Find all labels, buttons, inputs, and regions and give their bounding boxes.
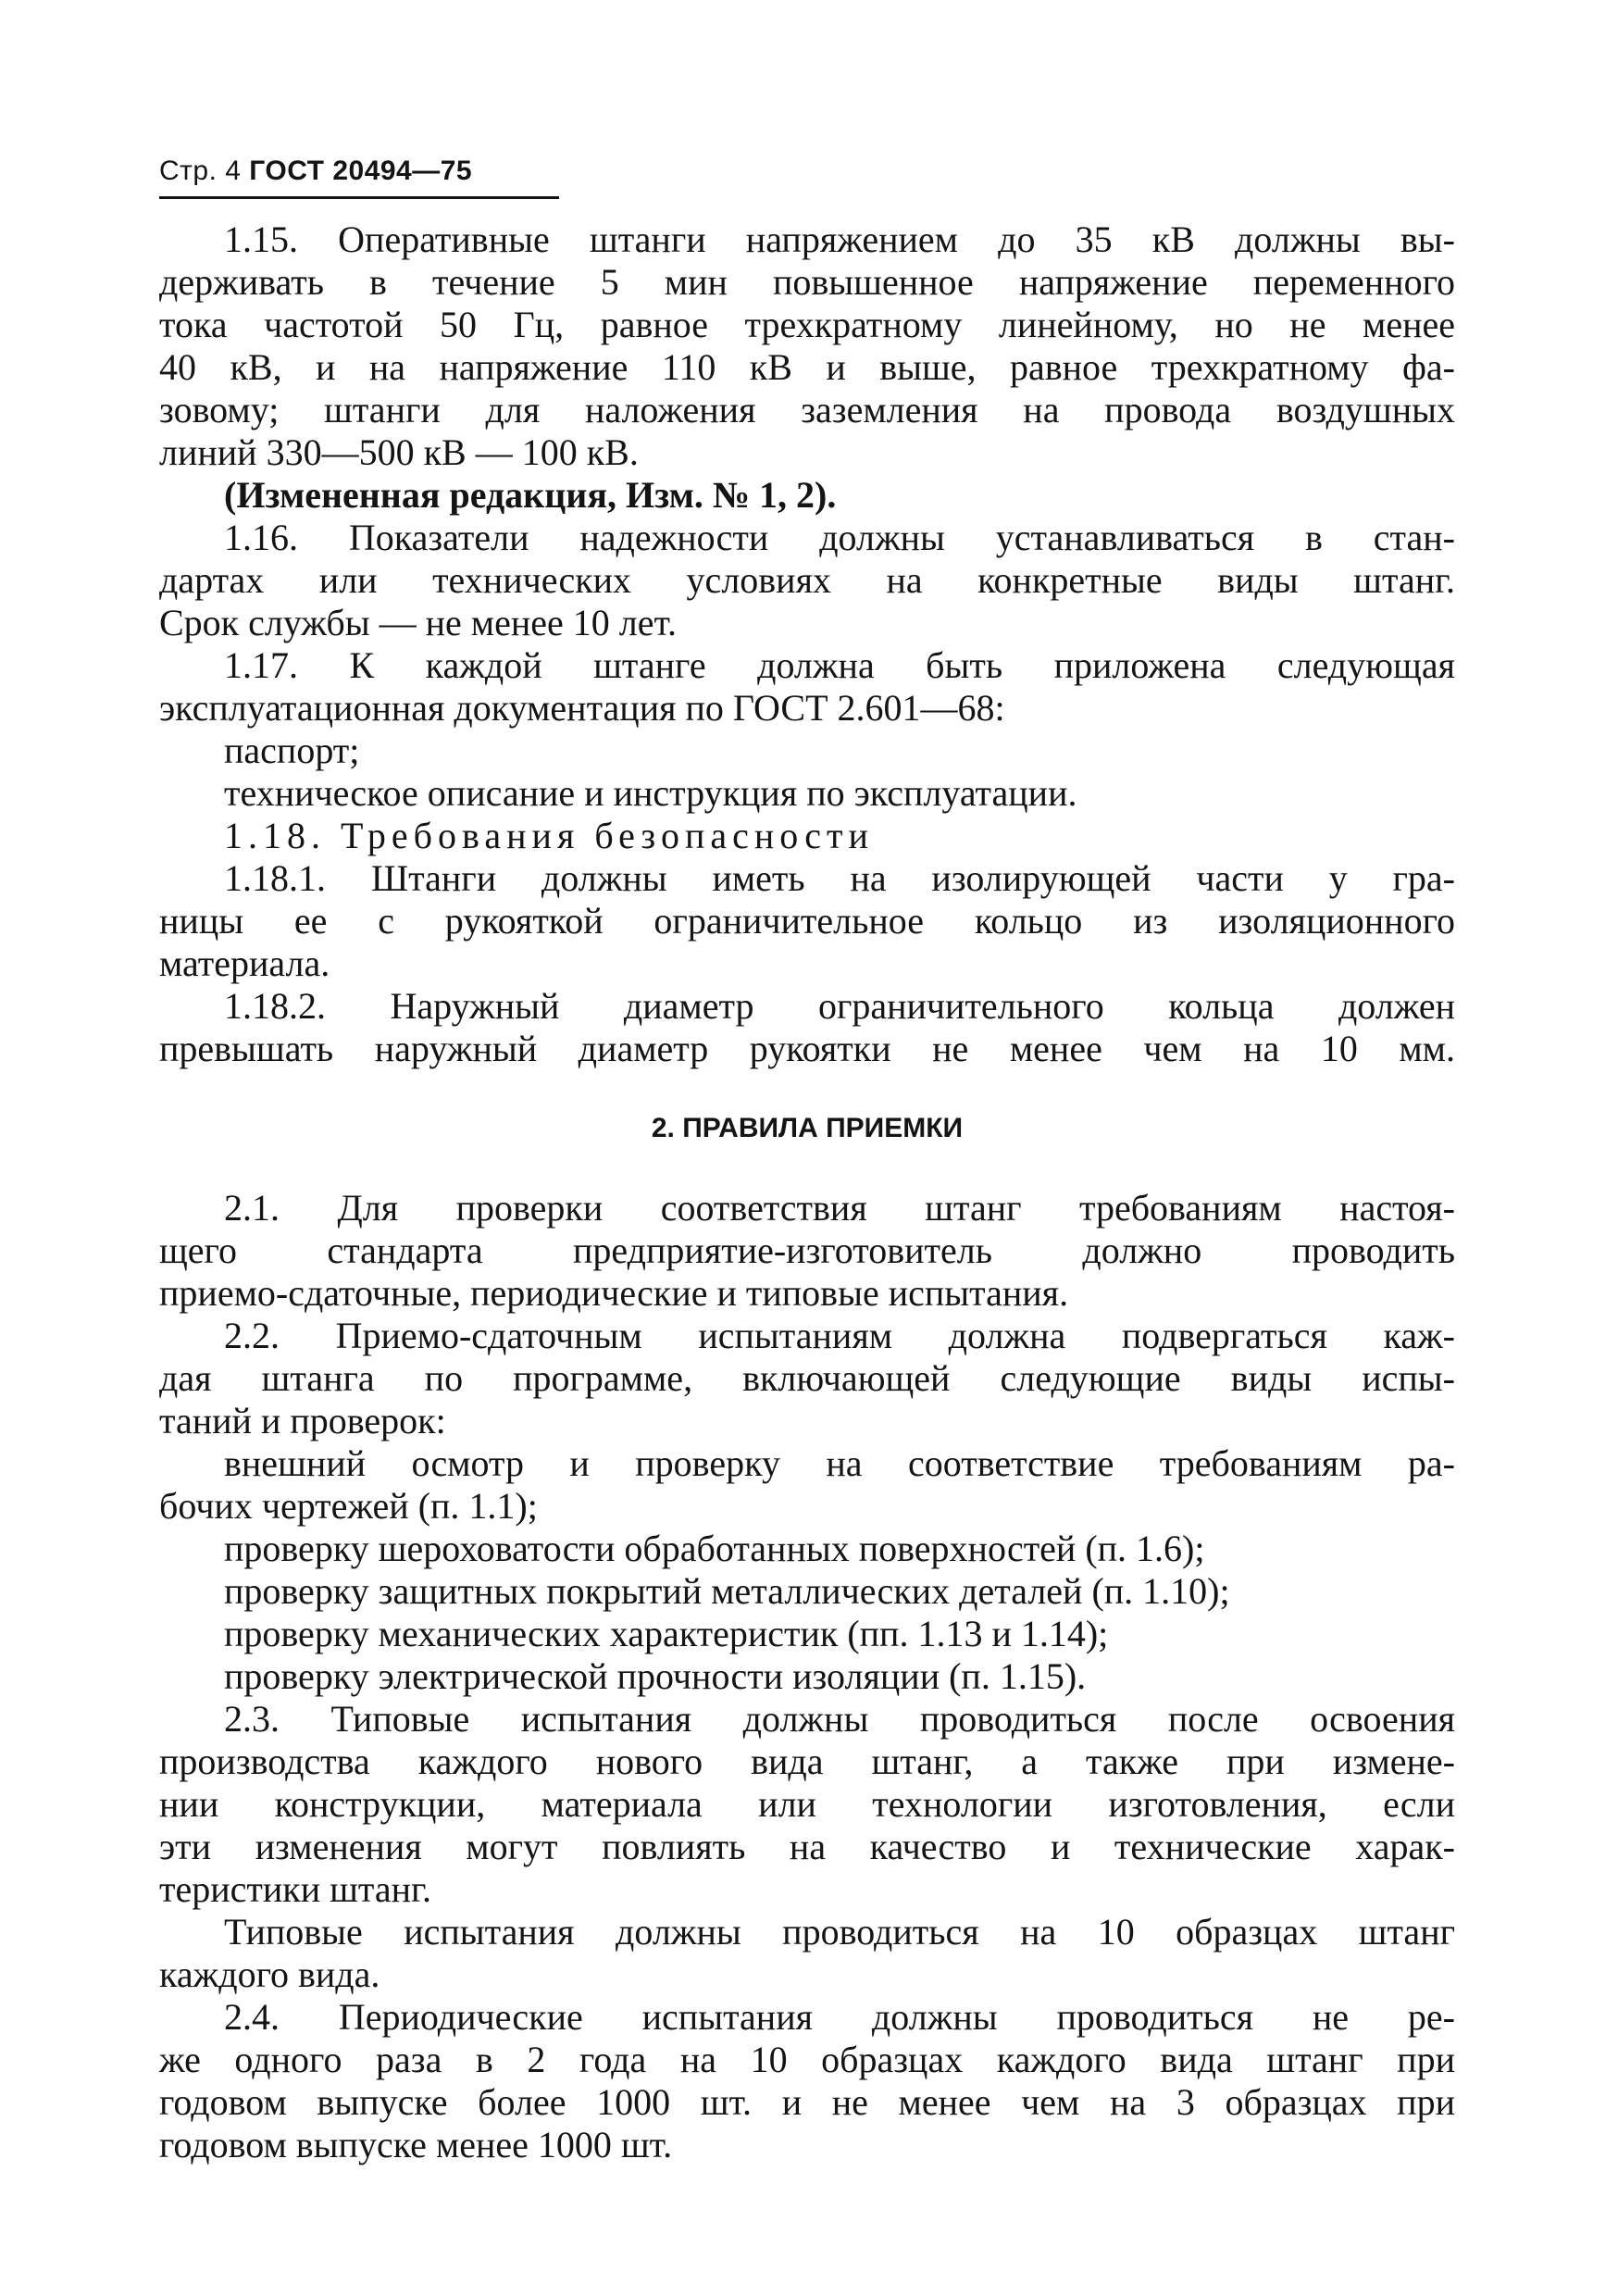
text-line: дартах или технических условиях на конкретные виды штанг. (159, 559, 1455, 601)
text-line: зовому; штанги для наложения заземления на провода воздушных (159, 389, 1455, 430)
text-line: производства каждого нового вида штанг, а также при измене- (159, 1741, 1455, 1782)
subsection-heading: 1.18. Требования безопасности (224, 815, 874, 856)
text-line: годовом выпуске менее 1000 шт. (159, 2124, 673, 2165)
text-line: материала. (159, 942, 330, 984)
text-line: 2.2. Приемо-сдаточным испытаниям должна подвергаться каж- (224, 1315, 1455, 1356)
text-line: 1.16. Показатели надежности должны устанавливаться в стан- (224, 517, 1455, 558)
page-header (159, 156, 472, 187)
text-line: дая штанга по программе, включающей следующие виды испы- (159, 1357, 1455, 1399)
text-line: 1.17. К каждой штанге должна быть приложена следующая (224, 644, 1455, 686)
text-line: 1.15. Оперативные штанги напряжением до 35 кВ должны вы- (224, 218, 1455, 260)
text-line: щего стандарта предприятие-изготовитель должно проводить (159, 1229, 1455, 1271)
text-line: держивать в течение 5 мин повышенное напряжение переменного (159, 261, 1455, 303)
text-line: 2.3. Типовые испытания должны проводиться после освоения (224, 1698, 1455, 1740)
text-line: 1.18.1. Штанги должны иметь на изолирующей части у гра- (224, 857, 1455, 899)
text-line: Типовые испытания должны проводиться на 10 образцах штанг (224, 1911, 1455, 1953)
list-item: бочих чертежей (п. 1.1); (159, 1485, 538, 1527)
list-item: техническое описание и инструкция по эксплуатации. (224, 772, 1077, 814)
text-line: 2.1. Для проверки соответствия штанг требованиям настоя- (224, 1187, 1455, 1229)
document-body (159, 218, 1455, 2166)
text-line: 2.4. Периодические испытания должны проводиться не ре- (224, 1996, 1455, 2038)
text-line: 40 кВ, и на напряжение 110 кВ и выше, равное трехкратному фа- (159, 346, 1455, 388)
list-item: паспорт; (224, 730, 360, 771)
text-line: же одного раза в 2 года на 10 образцах каждого вида штанг при (159, 2039, 1455, 2080)
text-line: Срок службы — не менее 10 лет. (159, 602, 677, 643)
header-divider (159, 196, 559, 199)
text-line: каждого вида. (159, 1953, 380, 1995)
page-number: Стр. 4 (159, 156, 242, 186)
list-item: проверку защитных покрытий металлических деталей (п. 1.10); (224, 1570, 1230, 1612)
list-item: внешний осмотр и проверку на соответствие требованиям ра- (224, 1442, 1455, 1484)
text-line: линий 330—500 кВ — 100 кВ. (159, 431, 639, 473)
text-line: ницы ее с рукояткой ограничительное кольцо из изоляционного (159, 900, 1455, 942)
text-line: теристики штанг. (159, 1868, 431, 1910)
text-line: приемо-сдаточные, периодические и типовые испытания. (159, 1272, 1069, 1314)
text-line: эти изменения могут повлиять на качество и технические харак- (159, 1826, 1455, 1867)
text-line: эксплуатационная документация по ГОСТ 2.601—68: (159, 687, 1005, 729)
text-line: годовом выпуске более 1000 шт. и не менее чем на 3 образцах при (159, 2081, 1455, 2123)
amendment-note: (Измененная редакция, Изм. № 1, 2). (224, 474, 837, 516)
text-line: нии конструкции, материала или технологии изготовления, если (159, 1783, 1455, 1825)
text-line: превышать наружный диаметр рукоятки не менее чем на 10 мм. (159, 1028, 1455, 1069)
section-title: 2. ПРАВИЛА ПРИЕМКИ (651, 1113, 964, 1143)
text-line: тока частотой 50 Гц, равное трехкратному линейному, но не менее (159, 304, 1455, 345)
text-line: 1.18.2. Наружный диаметр ограничительного кольца должен (224, 985, 1455, 1027)
list-item: проверку электрической прочности изоляции (п. 1.15). (224, 1655, 1087, 1697)
text-line: таний и проверок: (159, 1400, 446, 1441)
list-item: проверку механических характеристик (пп. 1.13 и 1.14); (224, 1613, 1109, 1654)
standard-number: ГОСТ 20494—75 (249, 156, 473, 186)
list-item: проверку шероховатости обработанных поверхностей (п. 1.6); (224, 1528, 1205, 1569)
